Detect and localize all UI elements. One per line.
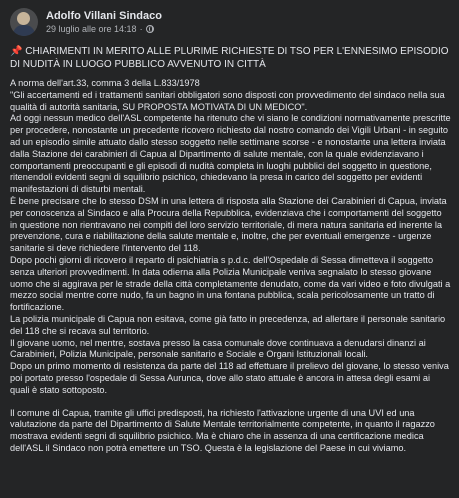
avatar-face bbox=[17, 12, 30, 25]
post-body bbox=[10, 78, 451, 455]
paragraph: Dopo un primo momento di resistenza da parte del 118 ad effettuare il prelievo del giovane, lo stesso veniva poi portato presso l'ospedale di Sessa Aurunca, dove allo stato attuale è ancora in attesa degli esami ai quali è stato sottoposto. bbox=[10, 361, 449, 395]
separator-dot: · bbox=[139, 23, 143, 34]
post-title-text: CHIARIMENTI IN MERITO ALLE PLURIME RICHIESTE DI TSO PER L'ENNESIMO EPISODIO DI NUDITÀ IN LUOGO PUBBLICO AVVENUTO IN CITTÀ bbox=[10, 46, 449, 70]
paragraph: Il comune di Capua, tramite gli uffici predisposti, ha richiesto l'attivazione urgente di una UVI ed una valutazione da parte del Dipartimento di Salute Mentale territorialmente competente, in quanto il ragazzo mostrava evidenti segni di squilibrio psichico. Ma è chiaro che in assenza di una certificazione medica dell'ASL il Sindaco non potrà emettere un TSO. Questa è la legislazione del Paese in cui viviamo. bbox=[10, 407, 435, 453]
post-meta bbox=[46, 10, 162, 35]
pushpin-icon: 📌 bbox=[10, 46, 23, 57]
paragraph: È bene precisare che lo stesso DSM in una lettera di risposta alla Stazione dei Carabinieri di Capua, inviata per conoscenza al Sindaco e alla Procura della Repubblica, evidenziava che i comportamenti del soggetto in questione non rientravano nei compiti del loro servizio territoriale, di mera natura sanitaria ed inerente la prevenzione, cura e riabilitazione della salute mentale e, inoltre, che per eventuali emergenze - urgenze sanitarie si deve richiedere l'intervento del 118. bbox=[10, 195, 447, 254]
paragraph: Dopo pochi giorni di ricovero il reparto di psichiatria s p.d.c. dell'Ospedale di Sessa dimetteva il soggetto senza ulteriori provvedimenti. In data odierna alla Polizia Municipale veniva segnalato lo stesso giovane uomo che si aggirava per le strade della città completamente denudato, come da vari video e foto divulgati a mezzo social mentre corre nudo, fa un bagno in una fontana pubblica, scala pericolosamente un tratto di fortificazione. bbox=[10, 254, 451, 313]
avatar-body bbox=[13, 25, 35, 36]
post-subline bbox=[46, 23, 162, 35]
author-name[interactable]: Adolfo Villani Sindaco bbox=[46, 9, 162, 22]
post-header bbox=[10, 6, 451, 38]
paragraph: Ad oggi nessun medico dell'ASL competente ha ritenuto che vi siano le condizioni normativamente prescritte per procedere, nonostante un precedente ricovero richiesto dal nostro comando dei Vigili Urbani - in seguito ad un episodio simile attuato dallo stesso soggetto nelle settimane scorse - e nonostante una lettera inviata dalla Stazione dei carabinieri di Capua al Dipartimento di salute mentale, con la quale evidenziavano i comportamenti preoccupanti e gli episodi di nudità completa in luoghi pubblici del soggetto in questione, ritenendoli evidenti segni di squilibrio psichico, chiedevano la presa in carico del soggetto per evidenti manifestazioni di disturbi mentali. bbox=[10, 113, 451, 195]
avatar[interactable] bbox=[10, 8, 38, 36]
paragraph: A norma dell'art.33, comma 3 della L.833/1978 bbox=[10, 78, 200, 88]
paragraph: "Gli accertamenti ed i trattamenti sanitari obbligatori sono disposti con provvedimento del sindaco nella sua qualità di autorità sanitaria, SU PROPOSTA MOTIVATA DI UN MEDICO". bbox=[10, 89, 445, 112]
paragraph: Il giovane uomo, nel mentre, sostava presso la casa comunale dove continuava a denudarsi dinanzi ai Carabinieri, Polizia Municipale, personale sanitario e Sociale e Organi Istituzionali locali. bbox=[10, 337, 426, 360]
post-title bbox=[10, 46, 451, 71]
paragraph: La polizia municipale di Capua non esitava, come già fatto in precedenza, ad allertare il personale sanitario del 118 che si recava sul territorio. bbox=[10, 313, 446, 336]
post-timestamp[interactable]: 29 luglio alle ore 14:18 bbox=[46, 23, 137, 34]
globe-icon bbox=[146, 25, 154, 33]
